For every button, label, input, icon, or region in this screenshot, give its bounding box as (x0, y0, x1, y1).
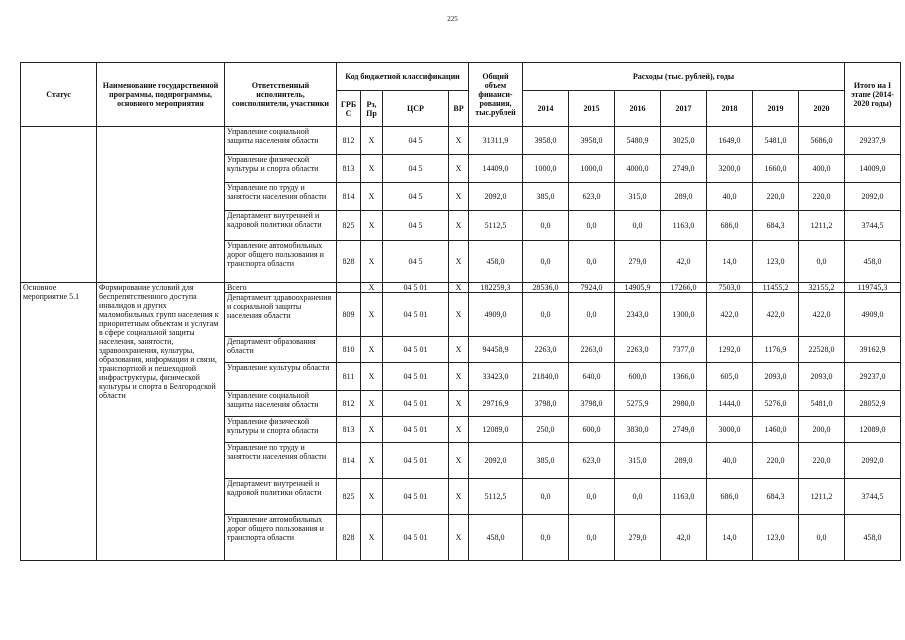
stage-total-cell: 119745,3 (845, 283, 901, 293)
year-value-cell: 3958,0 (569, 127, 615, 155)
year-value-cell: 3000,0 (707, 417, 753, 443)
year-value-cell: 422,0 (799, 293, 845, 337)
year-value-cell: 5686,0 (799, 127, 845, 155)
header-budget-code: Код бюджетной классификации (337, 63, 469, 91)
stage-total-cell: 4909,0 (845, 293, 901, 337)
rzpr-cell: Х (361, 391, 383, 417)
header-year: 2019 (753, 91, 799, 127)
stage-total-cell: 28052,9 (845, 391, 901, 417)
budget-table (20, 62, 901, 561)
csr-cell: 04 5 (383, 241, 449, 283)
year-value-cell: 123,0 (753, 241, 799, 283)
total-cell: 5112,5 (469, 479, 523, 515)
year-value-cell: 1176,9 (753, 337, 799, 363)
executor-cell: Департамент внутренней и кадровой политики области (225, 211, 337, 241)
year-value-cell: 1660,0 (753, 155, 799, 183)
year-value-cell: 2093,0 (753, 363, 799, 391)
year-value-cell: 623,0 (569, 443, 615, 479)
header-year: 2020 (799, 91, 845, 127)
year-value-cell: 1211,2 (799, 479, 845, 515)
grbs-cell: 813 (337, 417, 361, 443)
grbs-cell: 814 (337, 443, 361, 479)
year-value-cell: 7924,0 (569, 283, 615, 293)
vr-cell: Х (449, 127, 469, 155)
csr-cell: 04 5 (383, 127, 449, 155)
year-value-cell: 315,0 (615, 183, 661, 211)
vr-cell: Х (449, 391, 469, 417)
grbs-cell: 825 (337, 479, 361, 515)
rzpr-cell: Х (361, 417, 383, 443)
csr-cell: 04 5 (383, 211, 449, 241)
year-value-cell: 0,0 (569, 515, 615, 561)
grbs-cell: 809 (337, 293, 361, 337)
rzpr-cell: Х (361, 241, 383, 283)
header-grbs: ГРБ С (337, 91, 361, 127)
year-value-cell: 5276,0 (753, 391, 799, 417)
total-cell: 33423,0 (469, 363, 523, 391)
header-name: Наименование государственной программы, подпрограммы, основного мероприятия (97, 63, 225, 127)
year-value-cell: 32155,2 (799, 283, 845, 293)
header-executor: Ответственный исполнитель, соисполнители, участники (225, 63, 337, 127)
year-value-cell: 2343,0 (615, 293, 661, 337)
year-value-cell: 623,0 (569, 183, 615, 211)
rzpr-cell: Х (361, 293, 383, 337)
header-vr: ВР (449, 91, 469, 127)
year-value-cell: 422,0 (707, 293, 753, 337)
rzpr-cell: Х (361, 155, 383, 183)
vr-cell: Х (449, 443, 469, 479)
vr-cell: Х (449, 337, 469, 363)
header-year: 2018 (707, 91, 753, 127)
year-value-cell: 3798,0 (523, 391, 569, 417)
year-value-cell: 289,0 (661, 183, 707, 211)
year-value-cell: 1000,0 (569, 155, 615, 183)
stage-total-cell: 458,0 (845, 241, 901, 283)
grbs-cell: 812 (337, 127, 361, 155)
total-cell: 182259,3 (469, 283, 523, 293)
year-value-cell: 385,0 (523, 183, 569, 211)
executor-cell: Управление по труду и занятости населения области (225, 443, 337, 479)
rzpr-cell: Х (361, 479, 383, 515)
year-value-cell: 123,0 (753, 515, 799, 561)
vr-cell: Х (449, 363, 469, 391)
year-value-cell: 11455,2 (753, 283, 799, 293)
vr-cell: Х (449, 293, 469, 337)
year-value-cell: 279,0 (615, 515, 661, 561)
year-value-cell: 1444,0 (707, 391, 753, 417)
page-number: 225 (447, 15, 458, 23)
csr-cell: 04 5 01 (383, 391, 449, 417)
vr-cell: Х (449, 211, 469, 241)
rzpr-cell: Х (361, 363, 383, 391)
year-value-cell: 3958,0 (523, 127, 569, 155)
grbs-cell: 812 (337, 391, 361, 417)
year-value-cell: 600,0 (615, 363, 661, 391)
rzpr-cell: Х (361, 337, 383, 363)
year-value-cell: 1300,0 (661, 293, 707, 337)
year-value-cell: 14905,9 (615, 283, 661, 293)
year-value-cell: 220,0 (753, 183, 799, 211)
grbs-cell: 828 (337, 241, 361, 283)
header-expenses: Расходы (тыс. рублей), годы (523, 63, 845, 91)
year-value-cell: 2263,0 (523, 337, 569, 363)
csr-cell: 04 5 (383, 155, 449, 183)
stage-total-cell: 12089,0 (845, 417, 901, 443)
grbs-cell (337, 283, 361, 293)
year-value-cell: 3025,0 (661, 127, 707, 155)
rzpr-cell: Х (361, 183, 383, 211)
year-value-cell: 422,0 (753, 293, 799, 337)
year-value-cell: 279,0 (615, 241, 661, 283)
year-value-cell: 0,0 (523, 293, 569, 337)
year-value-cell: 28536,0 (523, 283, 569, 293)
year-value-cell: 289,0 (661, 443, 707, 479)
csr-cell: 04 5 01 (383, 363, 449, 391)
year-value-cell: 7503,0 (707, 283, 753, 293)
year-value-cell: 1366,0 (661, 363, 707, 391)
year-value-cell: 0,0 (523, 479, 569, 515)
header-status: Статус (21, 63, 97, 127)
csr-cell: 04 5 01 (383, 283, 449, 293)
grbs-cell: 810 (337, 337, 361, 363)
vr-cell: Х (449, 479, 469, 515)
header-total: Общий объем финанси-рования, тыс.рублей (469, 63, 523, 127)
year-value-cell: 0,0 (523, 515, 569, 561)
grbs-cell: 811 (337, 363, 361, 391)
vr-cell: Х (449, 241, 469, 283)
year-value-cell: 684,3 (753, 479, 799, 515)
executor-cell: Департамент образования области (225, 337, 337, 363)
year-value-cell: 5480,9 (615, 127, 661, 155)
total-cell: 14409,0 (469, 155, 523, 183)
rzpr-cell: Х (361, 211, 383, 241)
year-value-cell: 2749,0 (661, 417, 707, 443)
csr-cell: 04 5 01 (383, 293, 449, 337)
year-value-cell: 3798,0 (569, 391, 615, 417)
year-value-cell: 400,0 (799, 155, 845, 183)
total-cell: 94458,9 (469, 337, 523, 363)
year-value-cell: 220,0 (753, 443, 799, 479)
year-value-cell: 22528,0 (799, 337, 845, 363)
year-value-cell: 684,3 (753, 211, 799, 241)
stage-total-cell: 2092,0 (845, 183, 901, 211)
year-value-cell: 1163,0 (661, 479, 707, 515)
vr-cell: Х (449, 155, 469, 183)
executor-cell: Департамент здравоохранения и социальной защиты населения области (225, 293, 337, 337)
year-value-cell: 0,0 (523, 241, 569, 283)
year-value-cell: 640,0 (569, 363, 615, 391)
name-cell: Формирование условий для беспрепятственного доступа инвалидов и других маломобильных групп населения к приоритетным объектам и услугам в сфере социальной защиты населения, занятости, здравоохранения, культуры, образования, информации и связи, транспортной и пешеходной инфраструктуры, физической культуры и спорта в Белгородской области (97, 283, 225, 561)
year-value-cell: 200,0 (799, 417, 845, 443)
year-value-cell: 1649,0 (707, 127, 753, 155)
year-value-cell: 0,0 (615, 479, 661, 515)
year-value-cell: 40,0 (707, 443, 753, 479)
csr-cell: 04 5 01 (383, 515, 449, 561)
csr-cell: 04 5 (383, 183, 449, 211)
year-value-cell: 5275,9 (615, 391, 661, 417)
vr-cell: Х (449, 183, 469, 211)
year-value-cell: 220,0 (799, 183, 845, 211)
rzpr-cell: Х (361, 127, 383, 155)
stage-total-cell: 39162,9 (845, 337, 901, 363)
vr-cell: Х (449, 515, 469, 561)
header-csr: ЦСР (383, 91, 449, 127)
header-stage-total: Итого на I этапе (2014-2020 годы) (845, 63, 901, 127)
executor-cell: Управление культуры области (225, 363, 337, 391)
table-row (21, 283, 901, 293)
year-value-cell: 686,0 (707, 211, 753, 241)
year-value-cell: 2749,0 (661, 155, 707, 183)
total-cell: 31311,9 (469, 127, 523, 155)
name-cell-empty (97, 127, 225, 283)
csr-cell: 04 5 01 (383, 479, 449, 515)
year-value-cell: 0,0 (569, 293, 615, 337)
year-value-cell: 1292,0 (707, 337, 753, 363)
stage-total-cell: 2092,0 (845, 443, 901, 479)
year-value-cell: 600,0 (569, 417, 615, 443)
rzpr-cell: Х (361, 283, 383, 293)
stage-total-cell: 3744,5 (845, 211, 901, 241)
year-value-cell: 2980,0 (661, 391, 707, 417)
total-cell: 5112,5 (469, 211, 523, 241)
grbs-cell: 828 (337, 515, 361, 561)
total-cell: 2092,0 (469, 183, 523, 211)
header-year: 2015 (569, 91, 615, 127)
grbs-cell: 825 (337, 211, 361, 241)
executor-cell: Управление по труду и занятости населения области (225, 183, 337, 211)
executor-cell: Управление физической культуры и спорта области (225, 155, 337, 183)
executor-cell: Всего (225, 283, 337, 293)
year-value-cell: 1211,2 (799, 211, 845, 241)
year-value-cell: 0,0 (569, 211, 615, 241)
year-value-cell: 7377,0 (661, 337, 707, 363)
year-value-cell: 21840,0 (523, 363, 569, 391)
header-year: 2016 (615, 91, 661, 127)
total-cell: 458,0 (469, 515, 523, 561)
year-value-cell: 0,0 (569, 479, 615, 515)
stage-total-cell: 29237,9 (845, 127, 901, 155)
year-value-cell: 250,0 (523, 417, 569, 443)
year-value-cell: 2263,0 (569, 337, 615, 363)
year-value-cell: 42,0 (661, 515, 707, 561)
executor-cell: Управление автомобильных дорог общего пользования и транспорта области (225, 515, 337, 561)
status-cell: Основное мероприятие 5.1 (21, 283, 97, 561)
grbs-cell: 814 (337, 183, 361, 211)
year-value-cell: 605,0 (707, 363, 753, 391)
vr-cell: Х (449, 417, 469, 443)
total-cell: 458,0 (469, 241, 523, 283)
year-value-cell: 385,0 (523, 443, 569, 479)
year-value-cell: 1460,0 (753, 417, 799, 443)
total-cell: 29716,9 (469, 391, 523, 417)
year-value-cell: 14,0 (707, 515, 753, 561)
year-value-cell: 315,0 (615, 443, 661, 479)
rzpr-cell: Х (361, 515, 383, 561)
executor-cell: Управление физической культуры и спорта области (225, 417, 337, 443)
header-year: 2017 (661, 91, 707, 127)
year-value-cell: 0,0 (569, 241, 615, 283)
executor-cell: Управление социальной защиты населения области (225, 127, 337, 155)
stage-total-cell: 14009,0 (845, 155, 901, 183)
year-value-cell: 2263,0 (615, 337, 661, 363)
total-cell: 12089,0 (469, 417, 523, 443)
csr-cell: 04 5 01 (383, 417, 449, 443)
year-value-cell: 0,0 (615, 211, 661, 241)
executor-cell: Управление социальной защиты населения области (225, 391, 337, 417)
year-value-cell: 3830,0 (615, 417, 661, 443)
year-value-cell: 0,0 (523, 211, 569, 241)
executor-cell: Управление автомобильных дорог общего пользования и транспорта области (225, 241, 337, 283)
total-cell: 2092,0 (469, 443, 523, 479)
vr-cell: Х (449, 283, 469, 293)
year-value-cell: 40,0 (707, 183, 753, 211)
year-value-cell: 14,0 (707, 241, 753, 283)
rzpr-cell: Х (361, 443, 383, 479)
header-rzpr: Рз, Пр (361, 91, 383, 127)
year-value-cell: 0,0 (799, 241, 845, 283)
executor-cell: Департамент внутренней и кадровой политики области (225, 479, 337, 515)
table-row (21, 127, 901, 155)
year-value-cell: 5481,0 (753, 127, 799, 155)
year-value-cell: 1000,0 (523, 155, 569, 183)
year-value-cell: 220,0 (799, 443, 845, 479)
grbs-cell: 813 (337, 155, 361, 183)
total-cell: 4909,0 (469, 293, 523, 337)
stage-total-cell: 3744,5 (845, 479, 901, 515)
year-value-cell: 42,0 (661, 241, 707, 283)
status-cell-empty (21, 127, 97, 283)
csr-cell: 04 5 01 (383, 337, 449, 363)
year-value-cell: 5481,0 (799, 391, 845, 417)
year-value-cell: 1163,0 (661, 211, 707, 241)
stage-total-cell: 29237,0 (845, 363, 901, 391)
csr-cell: 04 5 01 (383, 443, 449, 479)
year-value-cell: 4000,0 (615, 155, 661, 183)
year-value-cell: 0,0 (799, 515, 845, 561)
year-value-cell: 2093,0 (799, 363, 845, 391)
year-value-cell: 17266,0 (661, 283, 707, 293)
header-year: 2014 (523, 91, 569, 127)
stage-total-cell: 458,0 (845, 515, 901, 561)
year-value-cell: 3200,0 (707, 155, 753, 183)
year-value-cell: 686,0 (707, 479, 753, 515)
